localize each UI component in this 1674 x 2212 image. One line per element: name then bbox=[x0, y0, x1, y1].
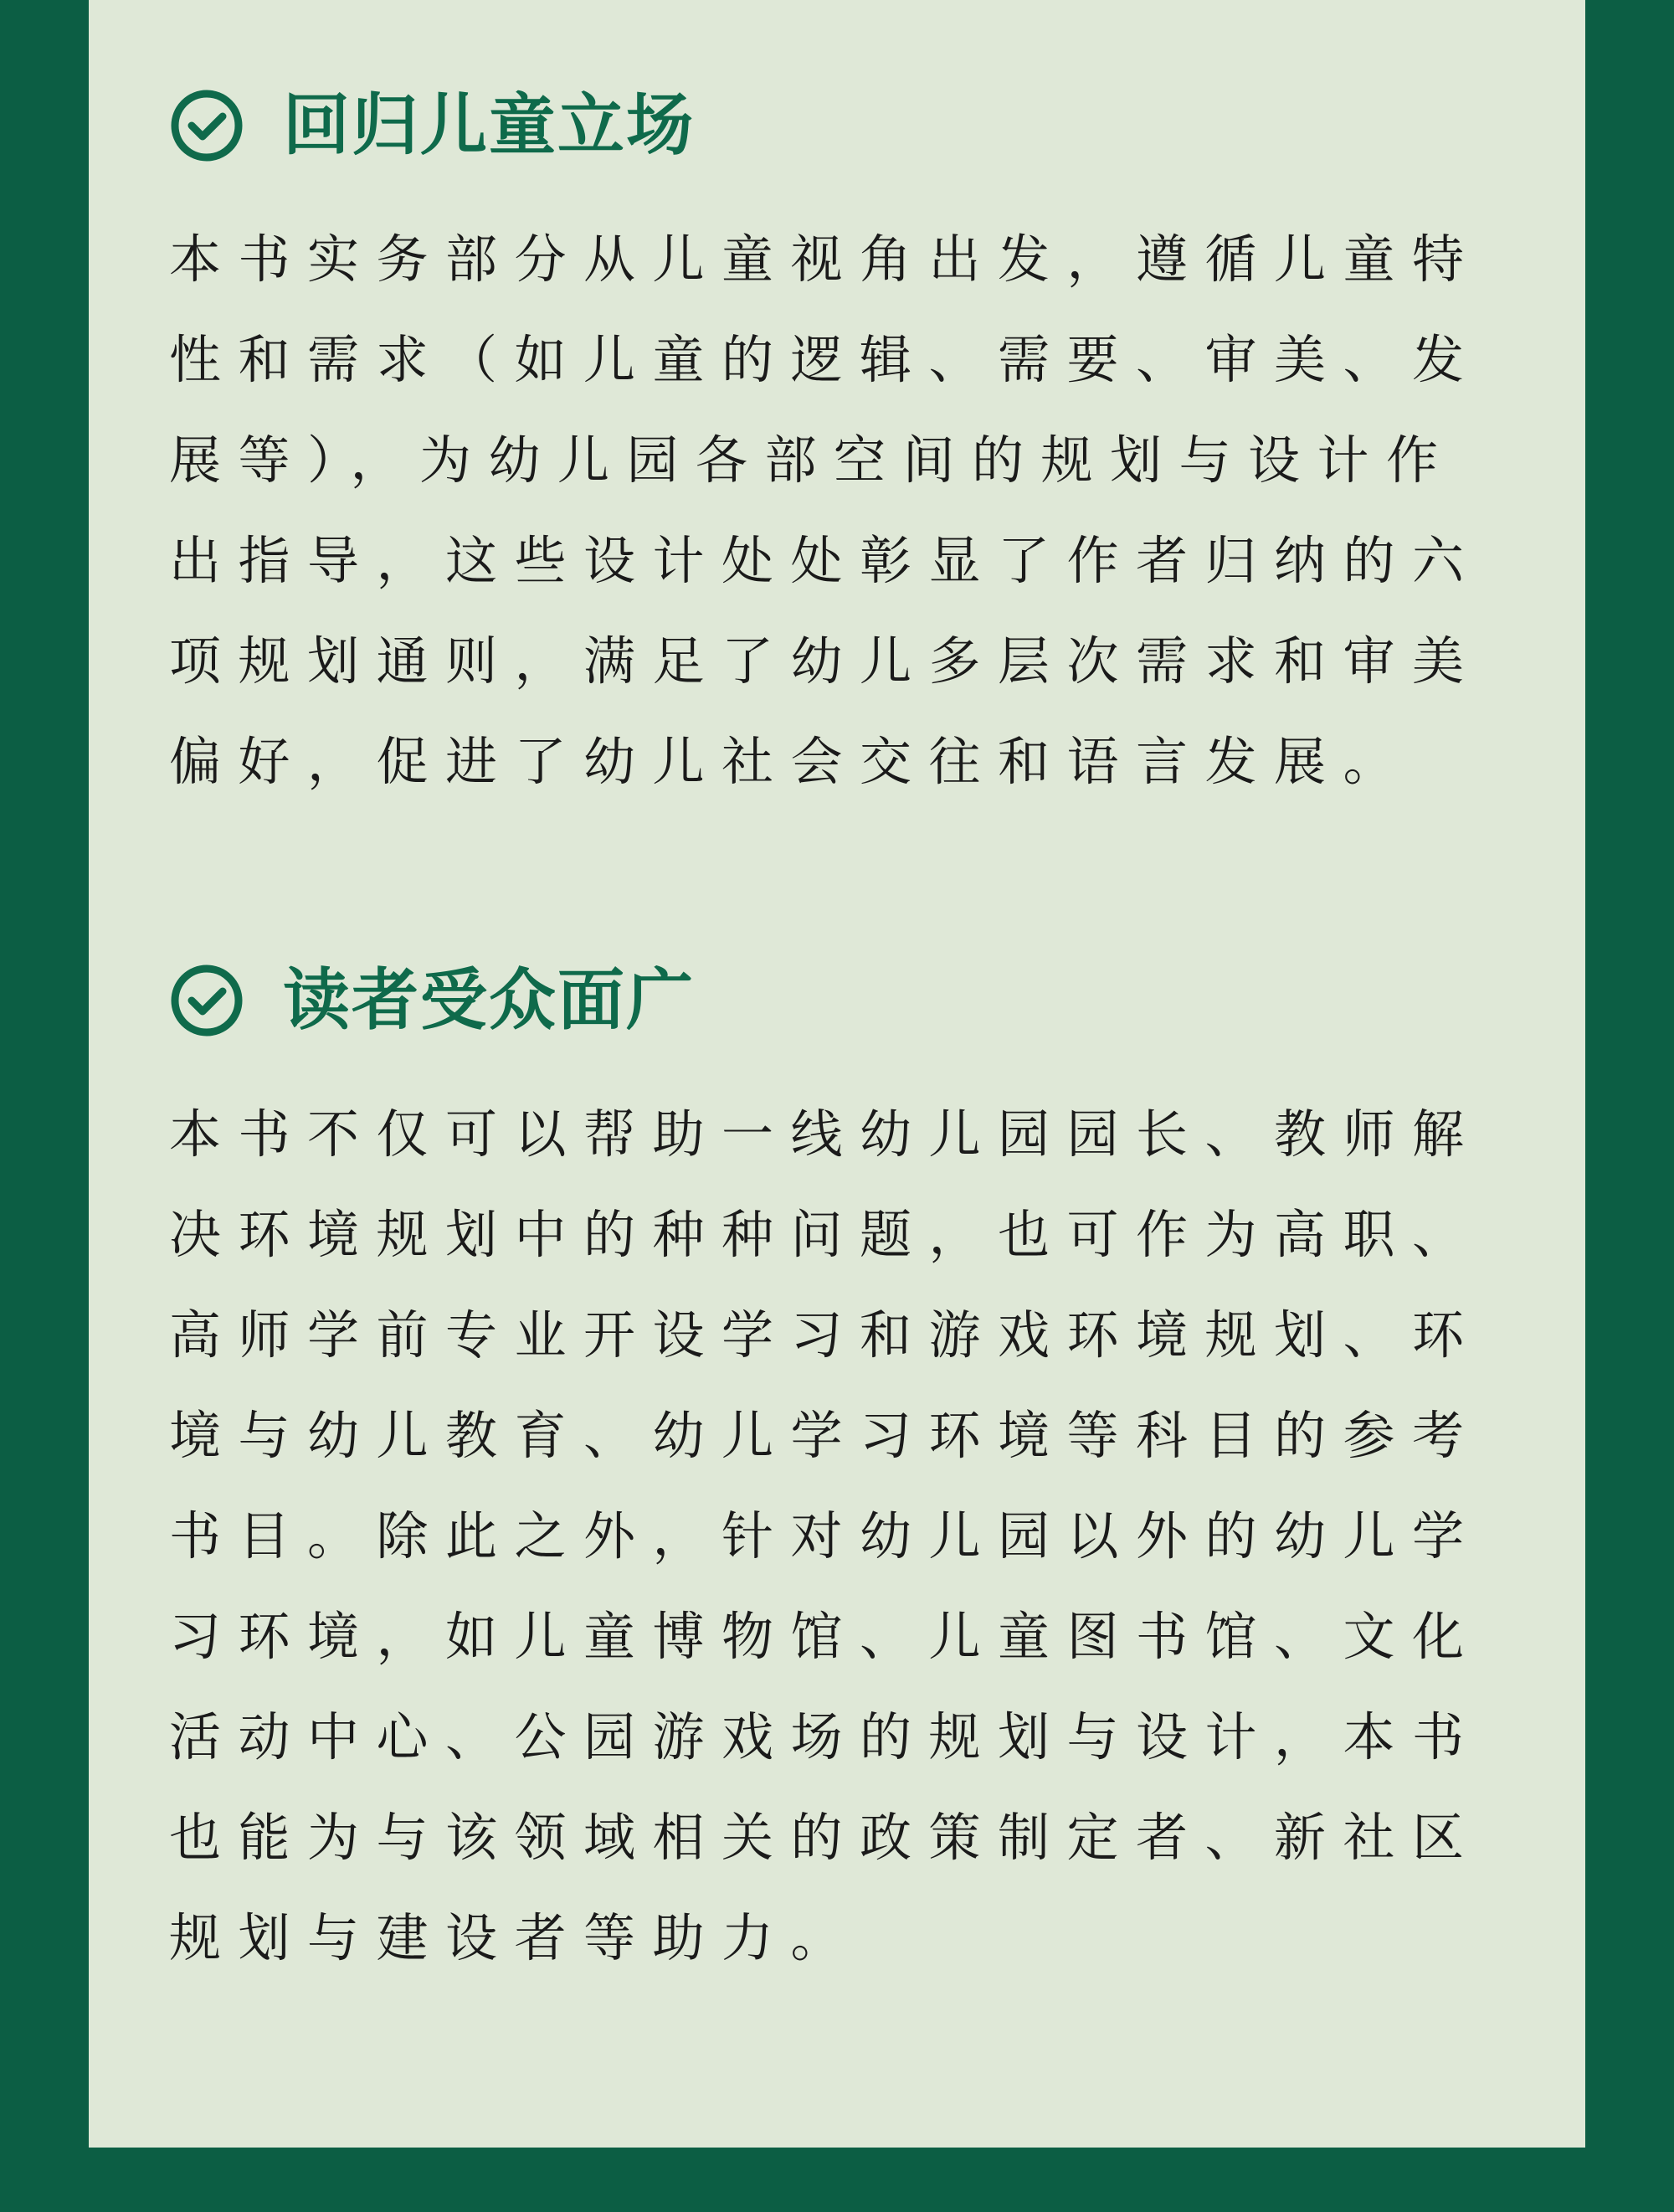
body-line: 决环境规划中的种种问题，也可作为高职、 bbox=[169, 1204, 1481, 1265]
check-circle-icon bbox=[169, 88, 244, 163]
body-line: 本书不仅可以帮助一线幼儿园园长、教师解 bbox=[169, 1103, 1481, 1165]
check-circle-icon bbox=[169, 963, 244, 1038]
body-line: 活动中心、公园游戏场的规划与设计，本书 bbox=[169, 1706, 1481, 1767]
body-line: 性和需求（如儿童的逻辑、需要、审美、发 bbox=[169, 329, 1481, 390]
body-line: 展等），为幼儿园各部空间的规划与设计作 bbox=[169, 430, 1456, 491]
section-body bbox=[169, 209, 1508, 812]
section-title: 读者受众面广 bbox=[283, 961, 695, 1039]
body-line: 出指导，这些设计处处彰显了作者归纳的六 bbox=[169, 530, 1481, 591]
section-wide-audience bbox=[169, 950, 1508, 1988]
section-child-perspective bbox=[169, 75, 1508, 812]
body-line: 也能为与该领域相关的政策制定者、新社区 bbox=[169, 1807, 1481, 1868]
section-body bbox=[169, 1084, 1508, 1988]
body-line: 本书实务部分从儿童视角出发，遵循儿童特 bbox=[169, 229, 1481, 290]
section-heading bbox=[169, 75, 1508, 176]
body-line: 规划与建设者等助力。 bbox=[169, 1907, 860, 1968]
body-line: 项规划通则，满足了幼儿多层次需求和审美 bbox=[169, 630, 1481, 692]
section-title: 回归儿童立场 bbox=[283, 86, 695, 164]
body-line: 习环境，如儿童博物馆、儿童图书馆、文化 bbox=[169, 1606, 1481, 1667]
content-panel bbox=[89, 0, 1585, 2148]
body-line: 高师学前专业开设学习和游戏环境规划、环 bbox=[169, 1304, 1481, 1366]
body-line: 书目。除此之外，针对幼儿园以外的幼儿学 bbox=[169, 1505, 1481, 1566]
body-line: 境与幼儿教育、幼儿学习环境等科目的参考 bbox=[169, 1405, 1481, 1466]
body-line: 偏好，促进了幼儿社会交往和语言发展。 bbox=[169, 731, 1413, 792]
section-heading bbox=[169, 950, 1508, 1051]
